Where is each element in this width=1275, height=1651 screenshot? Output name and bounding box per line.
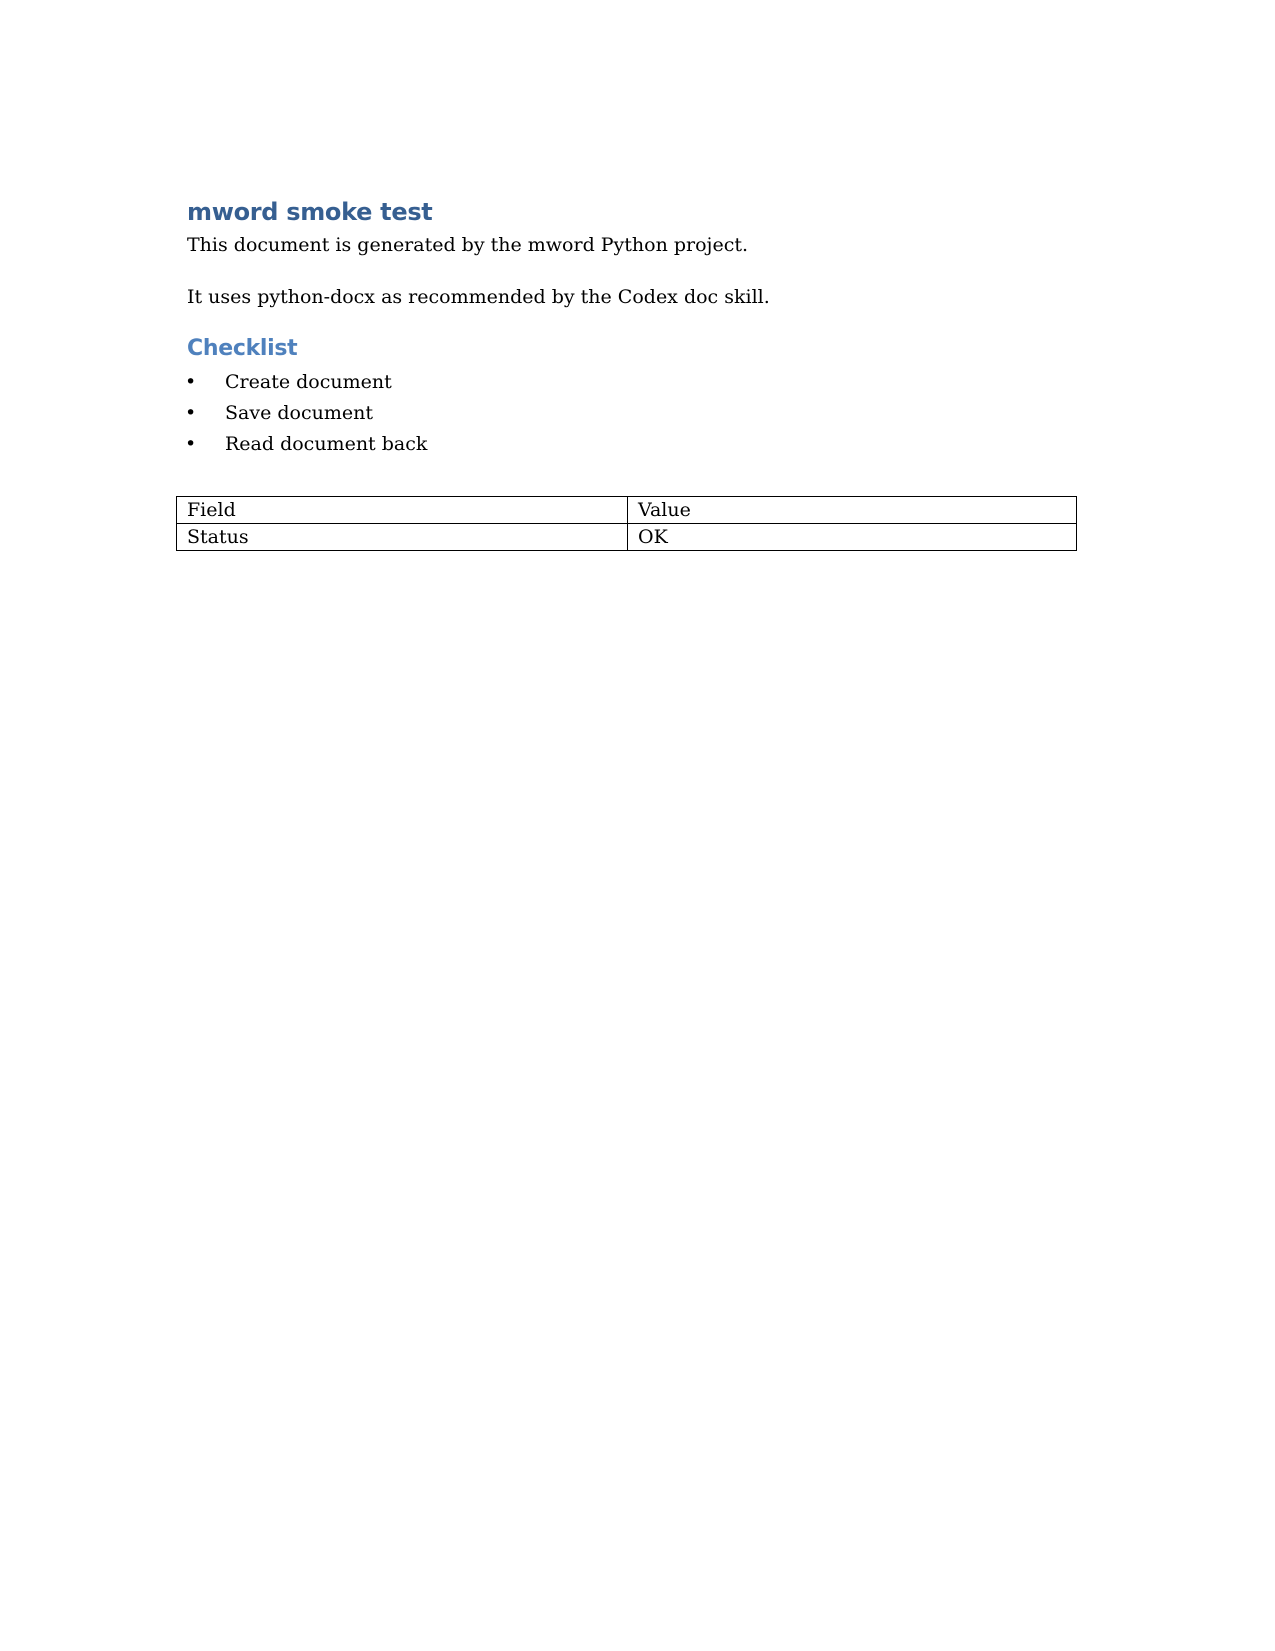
library-paragraph: It uses python-docx as recommended by the Codex doc skill. [187,286,770,308]
checklist-heading: Checklist [187,336,298,361]
bullet-icon: • [185,371,197,393]
bullet-icon: • [185,433,197,455]
table-header-cell: Value [628,497,1077,524]
list-item-label: Create document [225,371,392,393]
list-item-label: Read document back [225,433,428,455]
document-body [187,196,1087,460]
list-item [187,367,1087,398]
bullet-icon: • [185,402,197,424]
table-cell: OK [628,524,1077,551]
table-header-cell: Field [177,497,628,524]
status-table [176,496,1077,551]
table-cell: Status [177,524,628,551]
table-header-row [177,497,1077,524]
list-item-label: Save document [225,402,373,424]
table-row [177,524,1077,551]
intro-paragraph: This document is generated by the mword Python project. [187,234,749,256]
document-title: mword smoke test [187,198,433,226]
list-item [187,429,1087,460]
checklist [187,367,1087,460]
list-item [187,398,1087,429]
